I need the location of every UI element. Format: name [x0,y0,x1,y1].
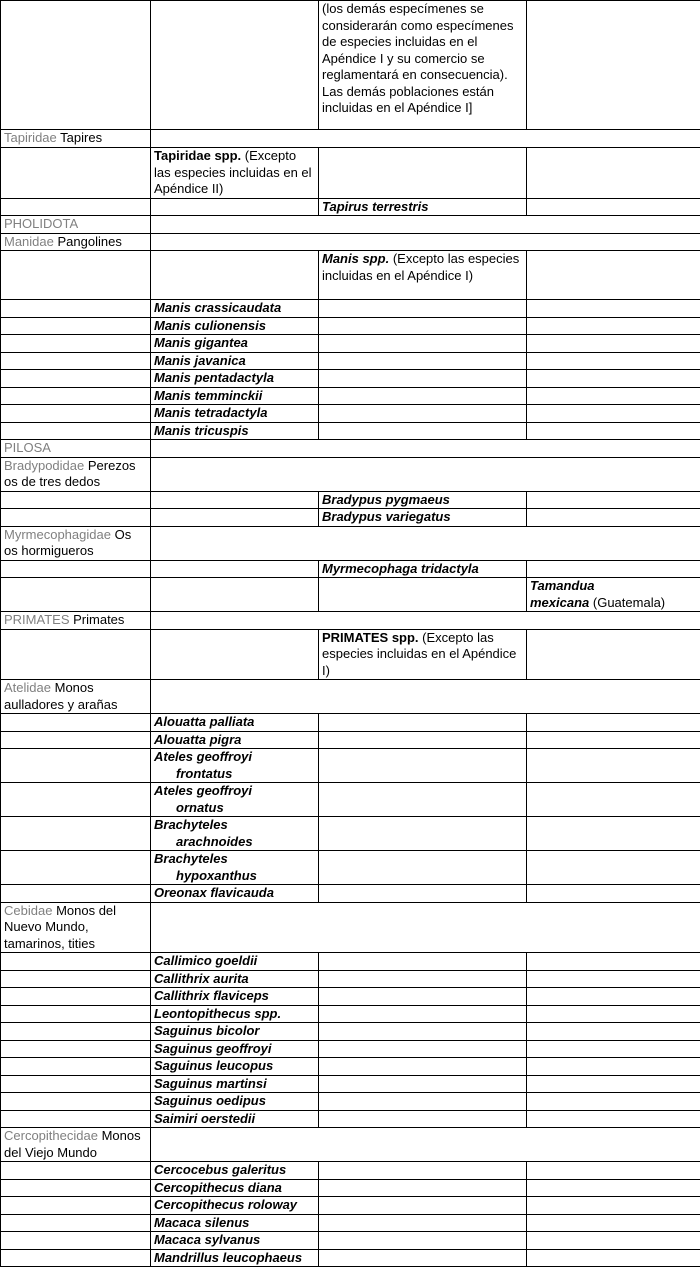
appendix-i-species: Manis tricuspis [151,422,319,440]
table-row [1,988,700,1006]
appendix-i-species: Macaca sylvanus [151,1232,319,1250]
family-name: Atelidae Monos aulladores y arañas [1,680,151,714]
table-row [1,198,700,216]
appendix-i-species: Brachyteles hypoxanthus [151,851,319,885]
table-row [1,560,700,578]
table-row [1,317,700,335]
table-row [1,885,700,903]
order-row-pilosa [1,440,700,458]
table-row [1,851,700,885]
table-row [1,1075,700,1093]
table-row [1,370,700,388]
appendix-i-species: Mandrillus leucophaeus [151,1249,319,1267]
table-row [1,1005,700,1023]
appendix-i-species: Alouatta pigra [151,731,319,749]
appendix-i-species: Alouatta palliata [151,714,319,732]
appendix-i-species: Brachyteles arachnoides [151,817,319,851]
appendix-i-species: Manis temminckii [151,387,319,405]
table-row [1,1197,700,1215]
appendix-i-species: Saguinus bicolor [151,1023,319,1041]
appendix-i-species: Callithrix flaviceps [151,988,319,1006]
table-row [1,1110,700,1128]
family-name: Bradypodidae Perezos os de tres dedos [1,457,151,491]
family-row-myrmecophagidae [1,526,700,560]
appendix-i-species: Ateles geoffroyi ornatus [151,783,319,817]
table-row [1,405,700,423]
appendix-i-species: Macaca silenus [151,1214,319,1232]
appendix-i-species: Callithrix aurita [151,970,319,988]
table-row [1,970,700,988]
table-row [1,1058,700,1076]
order-name: PILOSA [1,440,151,458]
order-name: PRIMATES Primates [1,612,151,630]
appendix-ii-species: Myrmecophaga tridactyla [319,560,527,578]
family-row-cebidae [1,902,700,953]
table-row [1,629,700,680]
table-row [1,1179,700,1197]
family-row-cercopithecidae [1,1128,700,1162]
table-row [1,335,700,353]
appendix-iii-entry: Tamandua mexicana (Guatemala) [527,578,700,612]
appendix-i-species: Saguinus oedipus [151,1093,319,1111]
table-row [1,251,700,300]
appendix-i-species: Manis pentadactyla [151,370,319,388]
table-row [1,783,700,817]
table-row [1,578,700,612]
table-row [1,148,700,199]
table-row [1,1214,700,1232]
table-row [1,953,700,971]
table-row [1,1,700,130]
table-row [1,1232,700,1250]
family-row-tapiridae [1,130,700,148]
appendix-i-species: Cercopithecus roloway [151,1197,319,1215]
order-name: PHOLIDOTA [1,216,151,234]
table-row [1,352,700,370]
appendix-i-species: Cercocebus galeritus [151,1162,319,1180]
table-row [1,1040,700,1058]
family-name: Manidae Pangolines [1,233,151,251]
appendix-i-species: Oreonax flavicauda [151,885,319,903]
family-name: Cebidae Monos del Nuevo Mundo, tamarinos, tities [1,902,151,953]
table-row [1,509,700,527]
order-row-primates [1,612,700,630]
family-row-atelidae [1,680,700,714]
table-row [1,491,700,509]
family-name: Tapiridae Tapires [1,130,151,148]
appendix-i-species: Saimiri oerstedii [151,1110,319,1128]
table-row [1,1023,700,1041]
table-row [1,731,700,749]
table-row [1,1093,700,1111]
appendix-i-species: Saguinus geoffroyi [151,1040,319,1058]
appendix-i-species: Saguinus martinsi [151,1075,319,1093]
appendix-ii-species: Bradypus variegatus [319,509,527,527]
table-row [1,387,700,405]
table-row [1,300,700,318]
appendix-i-species: Manis crassicaudata [151,300,319,318]
table-row [1,714,700,732]
appendix-ii-species: Tapirus terrestris [319,198,527,216]
appendix-i-species: Manis culionensis [151,317,319,335]
appendix-i-entry: Tapiridae spp. (Excepto las especies incluidas en el Apéndice II) [151,148,319,199]
family-row-bradypodidae [1,457,700,491]
appendix-i-species: Leontopithecus spp. [151,1005,319,1023]
appendix-ii-note: (los demás especímenes se considerarán como especímenes de especies incluidas en el Apéndice I y su comercio se reglamentará en consecuencia). Las demás poblaciones están incluidas en el Apéndice I] [319,1,527,130]
table-row [1,817,700,851]
appendix-i-species: Manis tetradactyla [151,405,319,423]
appendix-ii-entry: Manis spp. (Excepto las especies incluidas en el Apéndice I) [319,251,527,300]
table-row [1,1249,700,1267]
table-row [1,1162,700,1180]
appendix-i-species: Saguinus leucopus [151,1058,319,1076]
table-row [1,422,700,440]
appendix-ii-entry: PRIMATES spp. (Excepto las especies incluidas en el Apéndice I) [319,629,527,680]
appendix-i-species: Manis javanica [151,352,319,370]
appendix-i-species: Cercopithecus diana [151,1179,319,1197]
family-name: Cercopithecidae Monos del Viejo Mundo [1,1128,151,1162]
table-row [1,749,700,783]
appendix-i-species: Callimico goeldii [151,953,319,971]
appendix-i-species: Manis gigantea [151,335,319,353]
appendix-ii-species: Bradypus pygmaeus [319,491,527,509]
family-row-manidae [1,233,700,251]
family-name: Myrmecophagidae Os os hormigueros [1,526,151,560]
order-row-pholidota [1,216,700,234]
appendix-i-species: Ateles geoffroyi frontatus [151,749,319,783]
